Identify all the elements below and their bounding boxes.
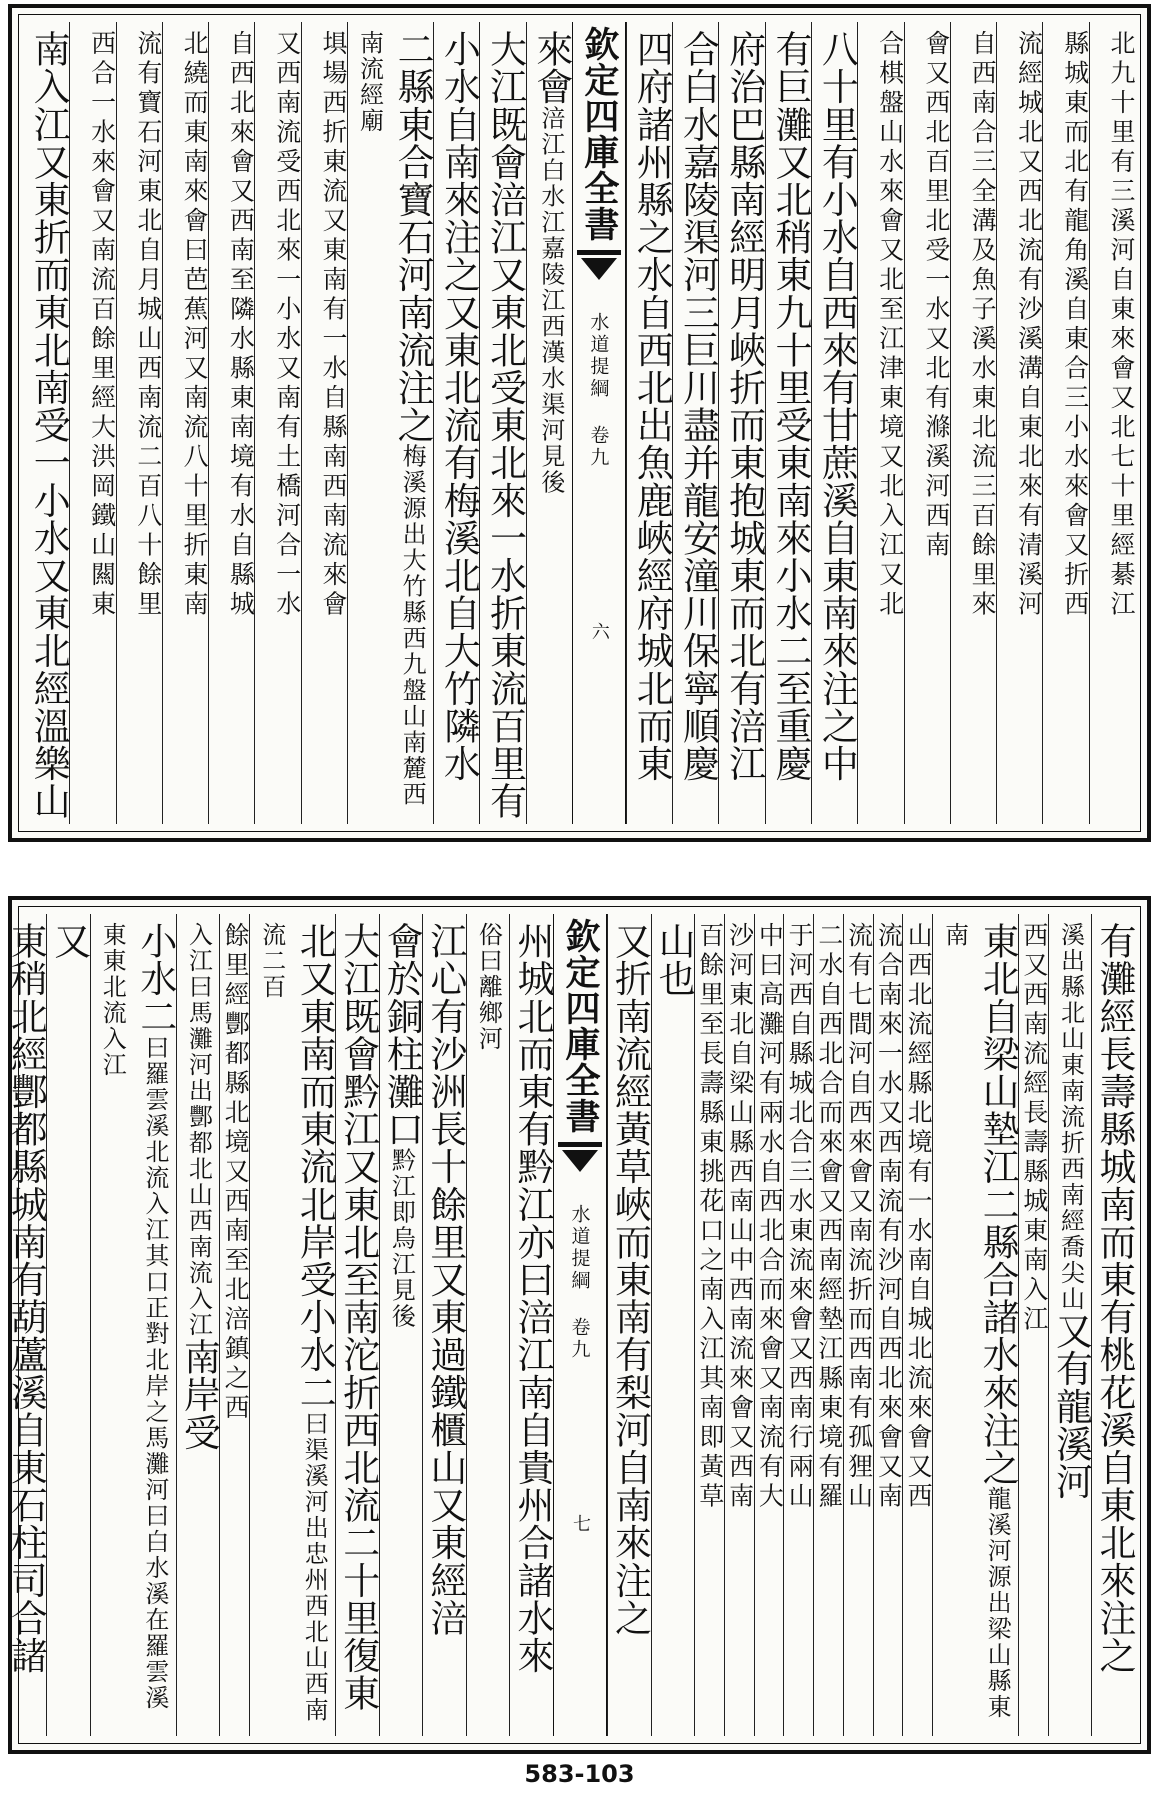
text-column (176, 914, 220, 1736)
main-text: 二縣東合寶石河南流注之 (391, 30, 435, 444)
annotation-text: 俗曰離鄉河 (474, 922, 503, 1052)
text-column: 二水自西北合而來會又西南經墊江縣東境有羅 (813, 914, 843, 1736)
leaf-number: 六 (588, 622, 610, 640)
text-column (1048, 914, 1092, 1736)
text-column: 縣城東而北有龍角溪自東合三小水來會又折西 (1042, 22, 1088, 824)
text-column: 府治巴縣南經明月峽折而東抱城東而北有涪江 (718, 22, 764, 824)
book-title: 欽定四庫全書 (578, 26, 620, 242)
main-text: 小水二 (133, 922, 177, 1035)
annotation-text: 黔江即烏江見後 (387, 1147, 416, 1330)
main-text: 南岸受 (177, 1338, 221, 1451)
text-columns-bottom (4, 914, 1136, 1736)
text-column: 山西北流經縣北境有一水南自城北流來會又西 (902, 914, 932, 1736)
annotation-text: 入江曰馬灘河出酆都北山西南流入江 (184, 922, 213, 1338)
fish-tail-mark (581, 258, 617, 280)
text-column: 北九十里有三溪河自東來會又北七十里經綦江 (1089, 22, 1135, 824)
center-fold (553, 914, 607, 1736)
text-column (466, 914, 510, 1736)
text-column: 流有寶石河東北自月城山西南流二百八十餘里 (116, 22, 162, 824)
text-column: 江心有沙洲長十餘里又東過鐵櫃山又東經涪 (422, 914, 466, 1736)
text-column: 流合南來一水又西南流有沙河自西北來會又南 (873, 914, 903, 1736)
text-column: 西合一水來會又南流百餘里經大洪岡鐵山闗東 (69, 22, 115, 824)
text-column: 北繞而東南來會曰芭蕉河又南流八十里折東南 (162, 22, 208, 824)
text-column: 有巨灘又北稍東九十里受東南來小水二至重慶 (765, 22, 811, 824)
annotation-text: 梅溪源出大竹縣西九盤山南麓西南流經廟 (355, 30, 427, 808)
text-column (347, 22, 433, 824)
main-text: 來會 (529, 30, 573, 106)
text-column: 八十里有小水自西來有甘蔗溪自東南來注之中 (811, 22, 857, 824)
text-column: 百餘里至長壽縣東挑花口之南入江其南即黃草 (694, 914, 724, 1736)
text-column: 大江既會黔江又東北至南沱折西北流二十里復東 (335, 914, 379, 1736)
center-fold (572, 22, 626, 824)
text-column: 州城北而東有黔江亦曰涪江南自貴州合諸水來 (509, 914, 553, 1736)
text-column: 自西北來會又西南至隣水縣東南境有水自縣城 (208, 22, 254, 824)
text-columns-top (24, 22, 1135, 824)
text-column: 又 (46, 914, 90, 1736)
text-column: 東稍北經酆都縣城南有葫蘆溪自東石柱司合諸 (4, 922, 48, 1674)
text-column: 自西南合三全溝及魚子溪水東北流三百餘里來 (950, 22, 996, 824)
book-title: 欽定四庫全書 (559, 918, 601, 1134)
main-text: 東北自梁山墊江二縣合諸水來注之 (976, 922, 1020, 1486)
main-text: 又有龍溪河 (1049, 1312, 1093, 1500)
text-column (90, 914, 176, 1736)
page-bottom (4, 896, 1151, 1754)
text-column: 會又西北百里北受一水又北有滌溪河西南 (904, 22, 950, 824)
main-text: 會於銅柱灘口 (380, 922, 424, 1148)
text-column (526, 22, 572, 824)
text-column (651, 914, 695, 1736)
text-column: 合白水嘉陵渠河三巨川盡并龍安潼川保寧順慶 (672, 22, 718, 824)
text-column: 流有七間河自西來會又南流折而西南有孤狸山 (843, 914, 873, 1736)
text-column: 大江既會涪江又東北受東北來一水折東流百里有 (479, 22, 525, 824)
fish-tail-bar (577, 250, 621, 255)
text-column: 四府諸州縣之水自西北出魚鹿峽經府城北而東 (626, 22, 672, 824)
text-column: 有灘經長壽縣城南而東有桃花溪自東北來注之 (1091, 914, 1135, 1736)
text-column: 南入江又東折而東北南受一小水又東北經溫樂山 (27, 30, 71, 820)
annotation-text: 曰渠溪河出忠州西北山西南流二百 (257, 922, 329, 1723)
text-column: 又折南流經黃草峽而東南有梨河自南來注之 (607, 914, 651, 1736)
main-text: 北又東南而東流北岸受小水二 (293, 922, 337, 1411)
text-column: 中曰高灘河有兩水自西北合而來會又南流有大 (754, 914, 784, 1736)
text-column: 于河西自縣城北合三水東流來會又西南行兩山 (783, 914, 813, 1736)
text-column: 餘里經酆都縣北境又西南至北涪鎮之西 (219, 914, 249, 1736)
text-column (249, 914, 335, 1736)
fish-tail-mark (562, 1150, 598, 1172)
text-column: 西又西南流經長壽縣城東南入江 (1018, 914, 1048, 1736)
text-column: 小水自南來注之又東北流有梅溪北自大竹隣水 (433, 22, 479, 824)
annotation-text: 涪江白水江嘉陵江西漢水渠河見後 (536, 105, 565, 496)
text-column: 又西南流受西北來一小水又南有土橋河合一水 (254, 22, 300, 824)
main-text: 山也 (652, 922, 696, 998)
annotation-text: 曰羅雲溪北流入江其口正對北岸之馬灘河曰白水溪在羅雲溪東東北流入江 (98, 922, 169, 1711)
text-column: 沙河東北自梁山縣西南山中西南流來會又西南 (724, 914, 754, 1736)
text-column: 流經城北又西北流有沙溪溝自東北來有清溪河 (996, 22, 1042, 824)
text-column (932, 914, 1018, 1736)
page-top (8, 4, 1151, 842)
text-column: 合棋盤山水來會又北至江津東境又北入江又北 (857, 22, 903, 824)
annotation-text: 龍溪河源出梁山縣東南 (940, 922, 1012, 1720)
annotation-text: 溪出縣北山東南流折西南經喬尖山 (1056, 922, 1085, 1312)
page-footer-number: 583-103 (524, 1760, 635, 1788)
fish-tail-bar (558, 1142, 602, 1147)
leaf-number: 七 (569, 1514, 591, 1532)
volume-label: 水道提綱 卷九 (587, 312, 610, 469)
volume-label: 水道提綱 卷九 (568, 1204, 591, 1361)
text-column: 埧場西折東流又東南有一水自縣南西南流來會 (301, 22, 347, 824)
text-column (379, 914, 423, 1736)
